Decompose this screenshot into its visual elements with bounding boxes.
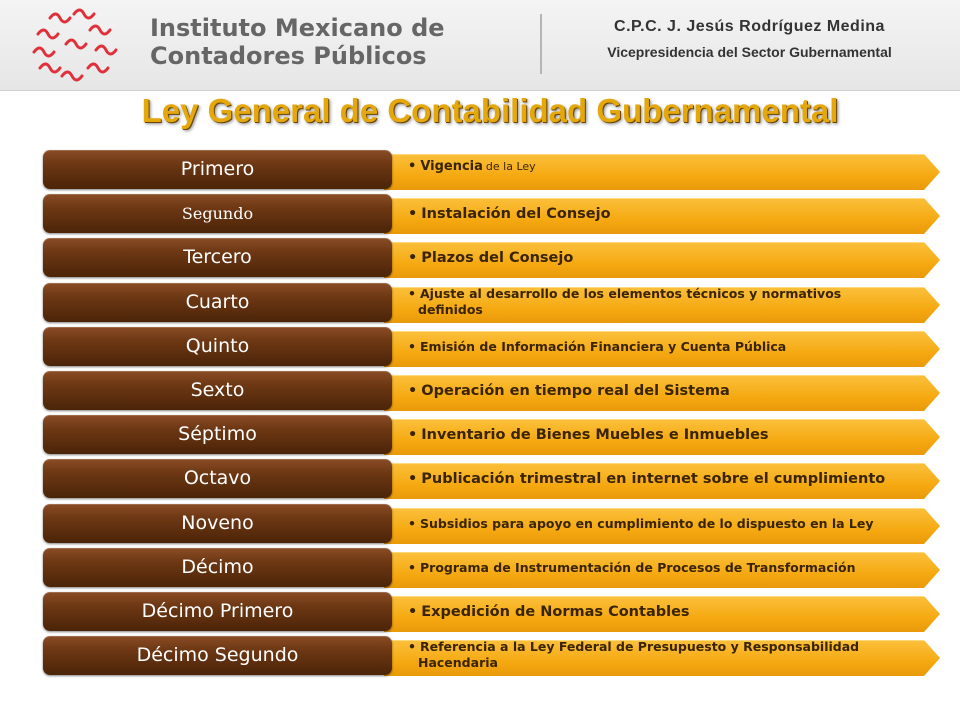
article-row — [0, 415, 960, 459]
bullet-icon: • — [408, 427, 418, 443]
bullet-icon: • — [408, 250, 418, 266]
article-label: Décimo Segundo — [136, 644, 299, 666]
bullet-icon: • — [408, 286, 416, 301]
article-label: Cuarto — [185, 291, 250, 313]
bullet-icon: • — [408, 383, 418, 399]
article-label-box — [43, 283, 392, 322]
article-label: Octavo — [183, 467, 252, 489]
article-text: Emisión de Información Financiera y Cuenta Pública — [420, 339, 787, 354]
article-text: Expedición de Normas Contables — [421, 604, 690, 620]
article-row — [0, 504, 960, 548]
article-description — [408, 516, 923, 532]
article-row — [0, 194, 960, 238]
article-text: Vigencia — [420, 159, 483, 174]
article-label: Décimo — [181, 556, 254, 578]
article-description — [408, 339, 923, 355]
article-label: Segundo — [181, 204, 254, 223]
article-description — [408, 471, 923, 487]
article-row — [0, 592, 960, 636]
article-row — [0, 548, 960, 592]
article-description — [408, 159, 923, 175]
presenter-role: Vicepresidencia del Sector Gubernamental — [607, 44, 892, 60]
article-label-box — [43, 504, 392, 543]
article-label-box — [43, 459, 392, 498]
article-text: Ajuste al desarrollo de los elementos técnicos y normativos — [420, 286, 842, 301]
article-row — [0, 150, 960, 194]
article-label-box — [43, 548, 392, 587]
article-label-box — [43, 636, 392, 675]
article-label: Tercero — [183, 246, 252, 268]
article-row — [0, 283, 960, 327]
article-label: Décimo Primero — [141, 600, 294, 622]
article-label: Primero — [180, 158, 255, 180]
bullet-icon: • — [408, 159, 417, 174]
article-description — [408, 639, 923, 671]
article-row — [0, 371, 960, 415]
article-text-small: de la Ley — [485, 160, 536, 173]
article-text: Operación en tiempo real del Sistema — [421, 383, 730, 399]
article-description — [408, 286, 923, 318]
article-text: Plazos del Consejo — [421, 250, 574, 266]
article-text: Referencia a la Ley Federal de Presupuesto y Responsabilidad — [420, 639, 860, 654]
article-row — [0, 459, 960, 503]
article-description — [408, 250, 923, 266]
institute-line2: Contadores Públicos — [150, 42, 427, 70]
article-text: Inventario de Bienes Muebles e Inmuebles — [421, 427, 769, 443]
article-description — [408, 560, 923, 576]
article-description — [408, 206, 923, 222]
article-label: Noveno — [181, 512, 254, 534]
presenter-name: C.P.C. J. Jesús Rodríguez Medina — [614, 18, 885, 35]
article-label: Quinto — [185, 335, 250, 357]
bullet-icon: • — [408, 516, 416, 531]
bullet-icon: • — [408, 339, 416, 354]
slide-title: Ley General de Contabilidad Gubernamental — [141, 92, 839, 129]
article-row — [0, 636, 960, 680]
bullet-icon: • — [408, 206, 418, 222]
article-row — [0, 238, 960, 282]
bullet-icon: • — [408, 471, 418, 487]
bullet-icon: • — [408, 604, 418, 620]
article-label: Séptimo — [178, 423, 257, 445]
article-text: Programa de Instrumentación de Procesos de Transformación — [420, 560, 856, 575]
article-description — [408, 383, 923, 399]
article-text-line2: Hacendaria — [418, 655, 498, 670]
article-label-box — [43, 415, 392, 454]
article-label-box — [43, 194, 392, 233]
article-label: Sexto — [190, 379, 245, 401]
article-text: Instalación del Consejo — [421, 206, 611, 222]
article-label-box — [43, 592, 392, 631]
article-label-box — [43, 371, 392, 410]
article-label-box — [43, 238, 392, 277]
article-text: Subsidios para apoyo en cumplimiento de lo dispuesto en la Ley — [420, 516, 874, 531]
article-description — [408, 427, 923, 443]
article-label-box — [43, 150, 392, 189]
institute-line1: Instituto Mexicano de — [150, 14, 445, 42]
bullet-icon: • — [408, 560, 416, 575]
article-label-box — [43, 327, 392, 366]
article-text: Publicación trimestral en internet sobre el cumplimiento — [421, 471, 886, 487]
bullet-icon: • — [408, 639, 416, 654]
article-row — [0, 327, 960, 371]
article-text-line2: definidos — [418, 302, 483, 317]
article-description — [408, 604, 923, 620]
